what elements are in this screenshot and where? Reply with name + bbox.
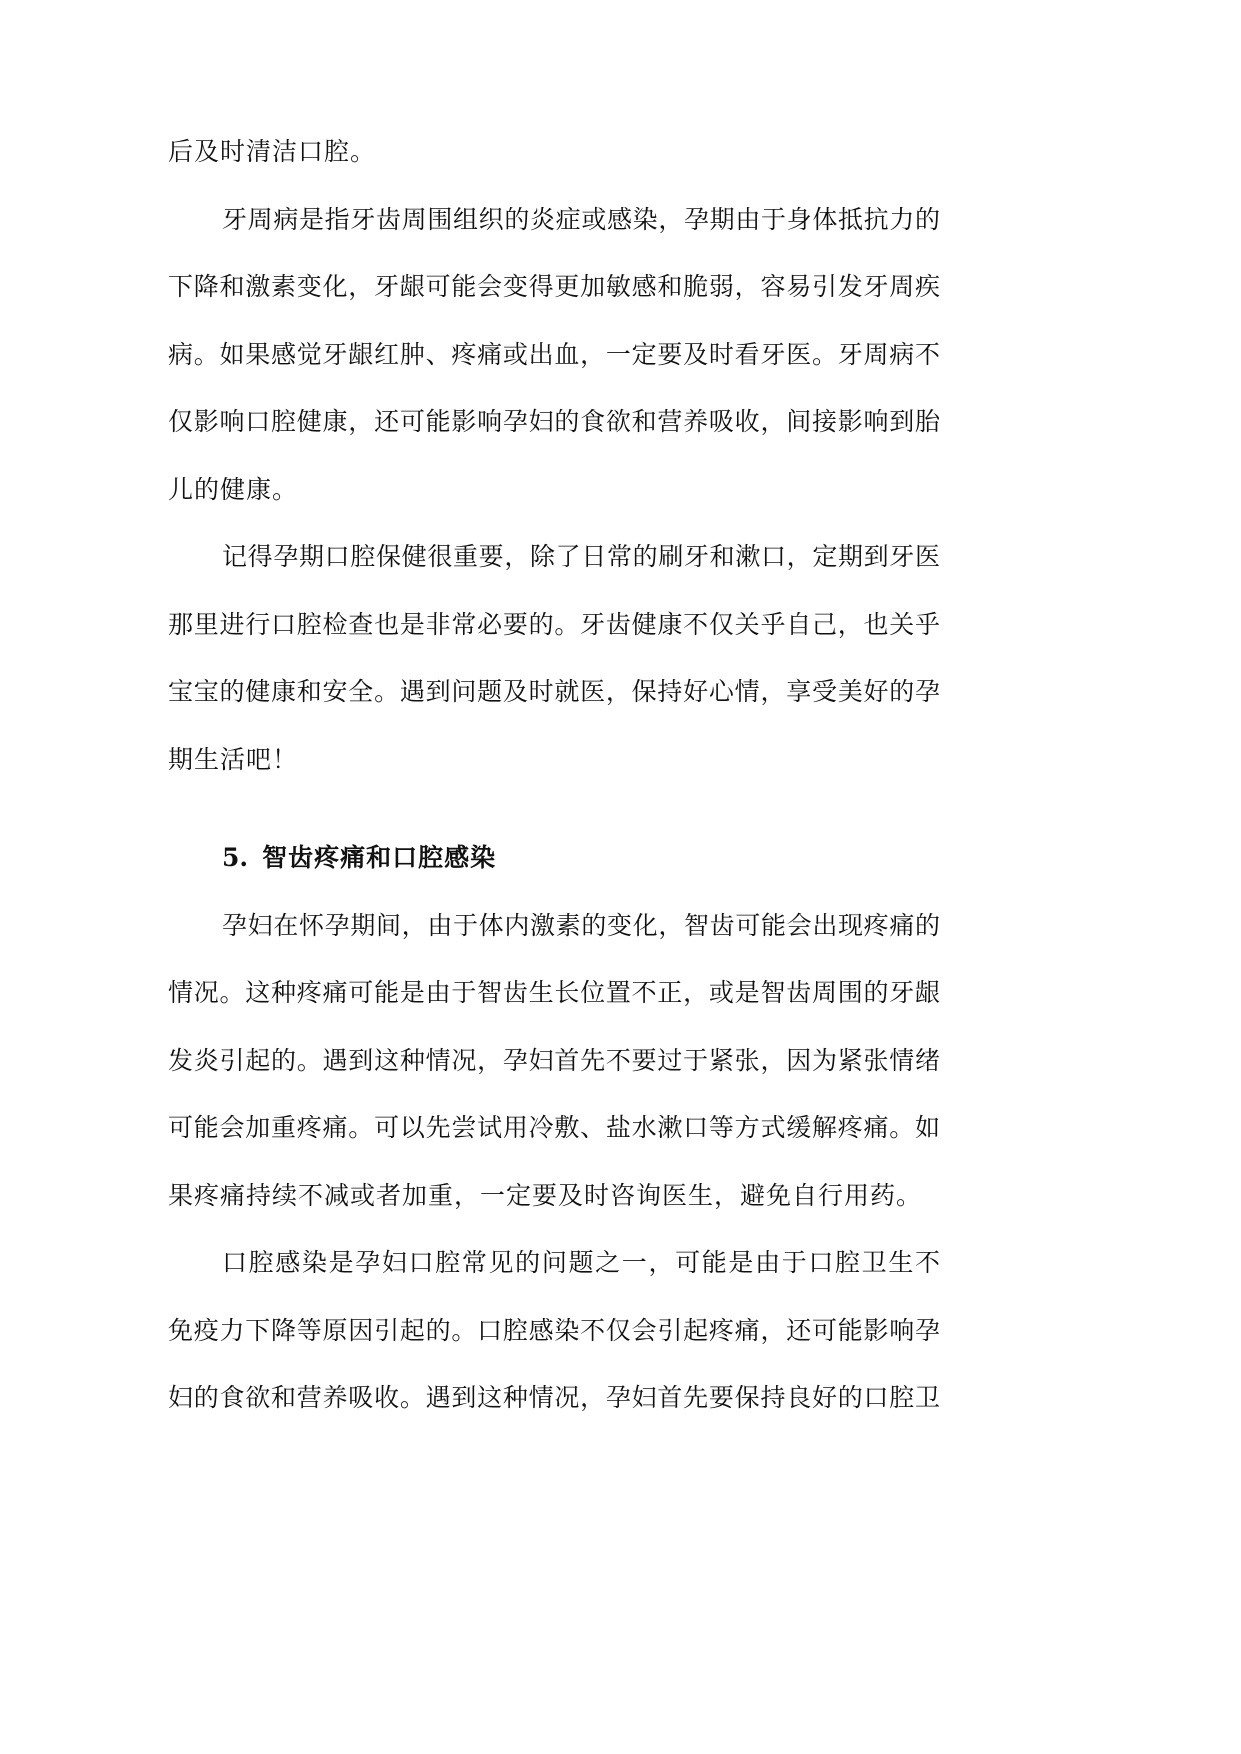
text-line: 情况。这种疼痛可能是由于智齿生长位置不正，或是智齿周围的牙龈	[168, 978, 940, 1007]
text-line: 期生活吧！	[168, 744, 299, 774]
paragraph-oral-care-reminder	[168, 523, 940, 793]
text-line: 发炎引起的。遇到这种情况，孕妇首先不要过于紧张，因为紧张情绪	[168, 1045, 940, 1075]
text-line: 可能会加重疼痛。可以先尝试用冷敷、盐水漱口等方式缓解疼痛。如	[168, 1113, 940, 1142]
paragraph-oral-infection	[168, 1229, 940, 1432]
text-line: 宝宝的健康和安全。遇到问题及时就医，保持好心情，享受美好的孕	[168, 677, 940, 706]
paragraph-wisdom-tooth-pain	[168, 892, 940, 1230]
section-heading	[168, 824, 940, 892]
text-line: 妇的食欲和营养吸收。遇到这种情况，孕妇首先要保持良好的口腔卫	[168, 1383, 940, 1412]
text-line: 孕妇在怀孕期间，由于体内激素的变化，智齿可能会出现疼痛的	[222, 910, 940, 940]
text-line: 病。如果感觉牙龈红肿、疼痛或出血，一定要及时看牙医。牙周病不	[168, 339, 940, 369]
text-line: 牙周病是指牙齿周围组织的炎症或感染，孕期由于身体抵抗力的	[222, 204, 940, 234]
text-line: 儿的健康。	[168, 474, 299, 504]
text-line: 果疼痛持续不减或者加重，一定要及时咨询医生，避免自行用药。	[168, 1180, 923, 1210]
text-line: 免疫力下降等原因引起的。口腔感染不仅会引起疼痛，还可能影响孕	[168, 1315, 940, 1345]
text-line: 口腔感染是孕妇口腔常见的问题之一，可能是由于口腔卫生不	[222, 1248, 940, 1277]
paragraph-periodontal-disease	[168, 186, 940, 524]
body-text	[168, 118, 940, 1432]
text-line: 那里进行口腔检查也是非常必要的。牙齿健康不仅关乎自己，也关乎	[168, 609, 940, 639]
text-line: 下降和激素变化，牙龈可能会变得更加敏感和脆弱，容易引发牙周疾	[168, 272, 940, 301]
paragraph-continuation	[168, 118, 940, 186]
section-number: 5.	[222, 843, 249, 872]
text-line: 后及时清洁口腔。	[168, 137, 377, 166]
section-title: 智齿疼痛和口腔感染	[262, 843, 497, 872]
text-line: 仅影响口腔健康，还可能影响孕妇的食欲和营养吸收，间接影响到胎	[168, 407, 940, 436]
text-line: 记得孕期口腔保健很重要，除了日常的刷牙和漱口，定期到牙医	[222, 542, 940, 571]
